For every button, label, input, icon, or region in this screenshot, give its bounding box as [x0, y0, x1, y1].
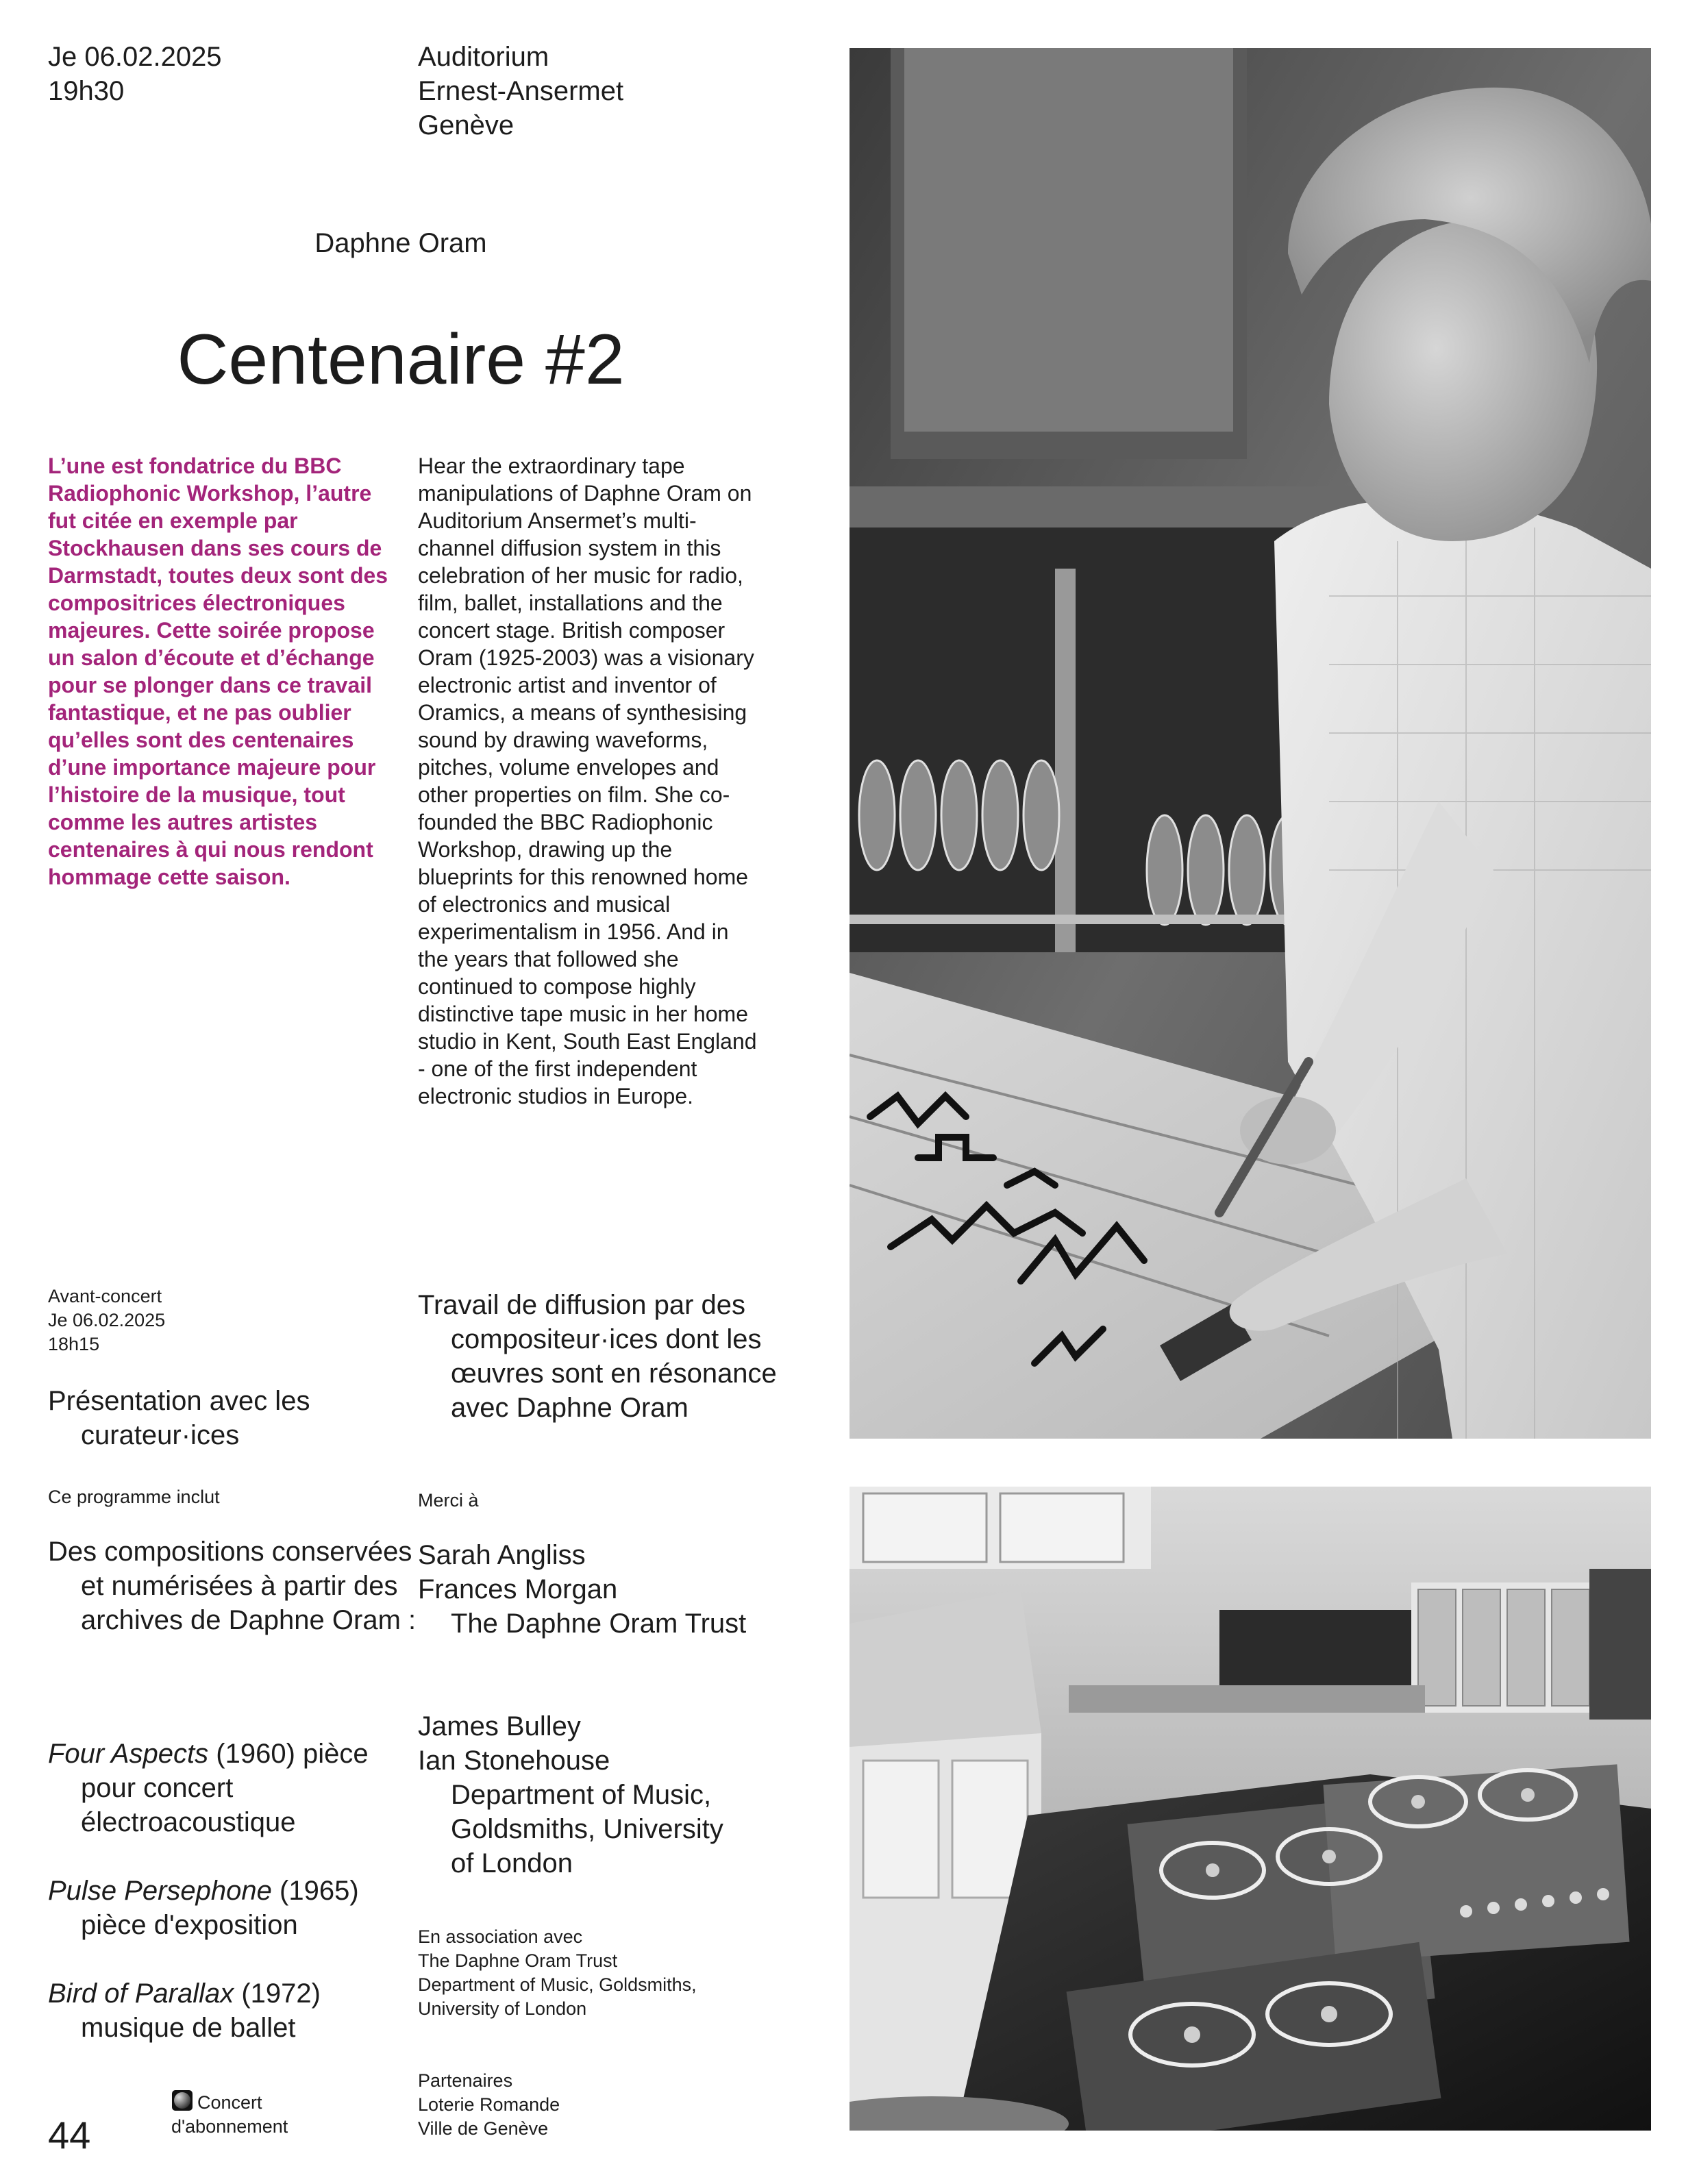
partner-name: Loterie Romande — [418, 2094, 560, 2115]
program-intro: Des compositions conservées et numérisées à partir des archives de Daphne Oram : — [48, 1537, 417, 1635]
work-item — [48, 1976, 404, 2045]
page-title: Centenaire #2 — [177, 320, 625, 399]
association-block — [418, 1925, 697, 2021]
thanks-name: Ian Stonehouse — [418, 1746, 610, 1776]
artist-name: Daphne Oram — [314, 228, 487, 258]
work-description: pièce pour concert électroacoustique — [81, 1739, 369, 1837]
subscription-label: d'abonnement — [171, 2116, 288, 2137]
thanks-group — [418, 1538, 774, 1641]
event-time: 19h30 — [48, 76, 125, 106]
description-english: Hear the extraordinary tape manipulations of Daphne Oram on Auditorium Ansermet’s multi-channel diffusion system in this celebration of her music for radio, film, ballet, installations and the concert stage. British composer Oram (1925-2003) was a visionary electronic artist and inventor of Oramics, a means of synthesising sound by drawing waveforms, pitches, volume envelopes and other properties on film. She co-founded the BBC Radiophonic Workshop, drawing up the blueprints for this renowned home of electronics and musical experimentalism in 1956. And in the years that followed she continued to compose highly distinctive tape music in her home studio in Kent, South East England - one of the first independent electronic studios in Europe. — [418, 454, 757, 1108]
partners-label: Partenaires — [418, 2070, 513, 2091]
diffusion-text: Travail de diffusion par des compositeur·ices dont les œuvres sont en résonance avec Daphne Oram — [418, 1290, 777, 1423]
pre-concert-time: 18h15 — [48, 1334, 100, 1354]
venue-line: Auditorium — [418, 42, 549, 72]
thanks-name: James Bulley — [418, 1711, 581, 1741]
program-label: Ce programme inclut — [48, 1487, 220, 1507]
thanks-name: Sarah Angliss — [418, 1540, 586, 1570]
pre-concert-presentation: Présentation avec les curateur·ices — [48, 1386, 310, 1450]
subscription-label: Concert — [197, 2092, 262, 2113]
work-title: Bird of Parallax — [48, 1978, 234, 2009]
intro-french: L’une est fondatrice du BBC Radiophonic Workshop, l’autre fut citée en exemple par Stockhausen dans ses cours de Darmstadt, toutes deux sont des compositrices électroniques majeures. Cette soirée propose un salon d’écoute et d’échange pour se plonger dans ce travail fantastique, et ne pas oublier qu’elles sont des centenaires d’une importance majeure pour l’histoire de la musique, tout comme les autres artistes centenaires à qui nous rendont hommage cette saison. — [48, 454, 388, 889]
thanks-affiliation: The Daphne Oram Trust — [451, 1609, 747, 1639]
work-title: Pulse Persephone — [48, 1876, 272, 1906]
association-line: Department of Music, Goldsmiths, — [418, 1974, 697, 1995]
subscription-icon — [171, 2089, 193, 2111]
thanks-group — [418, 1709, 774, 1881]
venue-line: Ernest-Ansermet — [418, 76, 624, 106]
pre-concert-label: Avant-concert — [48, 1286, 162, 1306]
work-item — [48, 1737, 404, 1839]
work-description: pièce d'exposition — [81, 1910, 298, 1940]
work-title: Four Aspects — [48, 1739, 209, 1769]
thanks-name: Frances Morgan — [418, 1574, 618, 1604]
work-year: (1960) — [216, 1739, 295, 1769]
event-datetime — [48, 40, 222, 108]
association-label: En association avec — [418, 1926, 583, 1947]
subscription-badge — [171, 2089, 288, 2139]
event-date: Je 06.02.2025 — [48, 42, 222, 72]
association-line: The Daphne Oram Trust — [418, 1950, 618, 1971]
venue-line: Genève — [418, 110, 514, 140]
event-venue — [418, 40, 623, 142]
pre-concert-info — [48, 1285, 165, 1356]
works-list — [48, 1737, 404, 2079]
page-number: 44 — [48, 2113, 91, 2157]
partners-block — [418, 2069, 560, 2141]
partner-name: Ville de Genève — [418, 2118, 549, 2139]
photo-daphne-oram-oramics — [850, 48, 1651, 1439]
pre-concert-date: Je 06.02.2025 — [48, 1310, 166, 1330]
thanks-label: Merci à — [418, 1490, 479, 1511]
work-description: musique de ballet — [81, 2013, 296, 2043]
work-year: (1965) — [280, 1876, 359, 1906]
association-line: University of London — [418, 1998, 587, 2019]
work-item — [48, 1874, 404, 1942]
photo-home-studio-tape-machines — [850, 1487, 1651, 2131]
thanks-affiliation: Department of Music, Goldsmiths, University of London — [451, 1780, 723, 1878]
work-year: (1972) — [241, 1978, 321, 2009]
